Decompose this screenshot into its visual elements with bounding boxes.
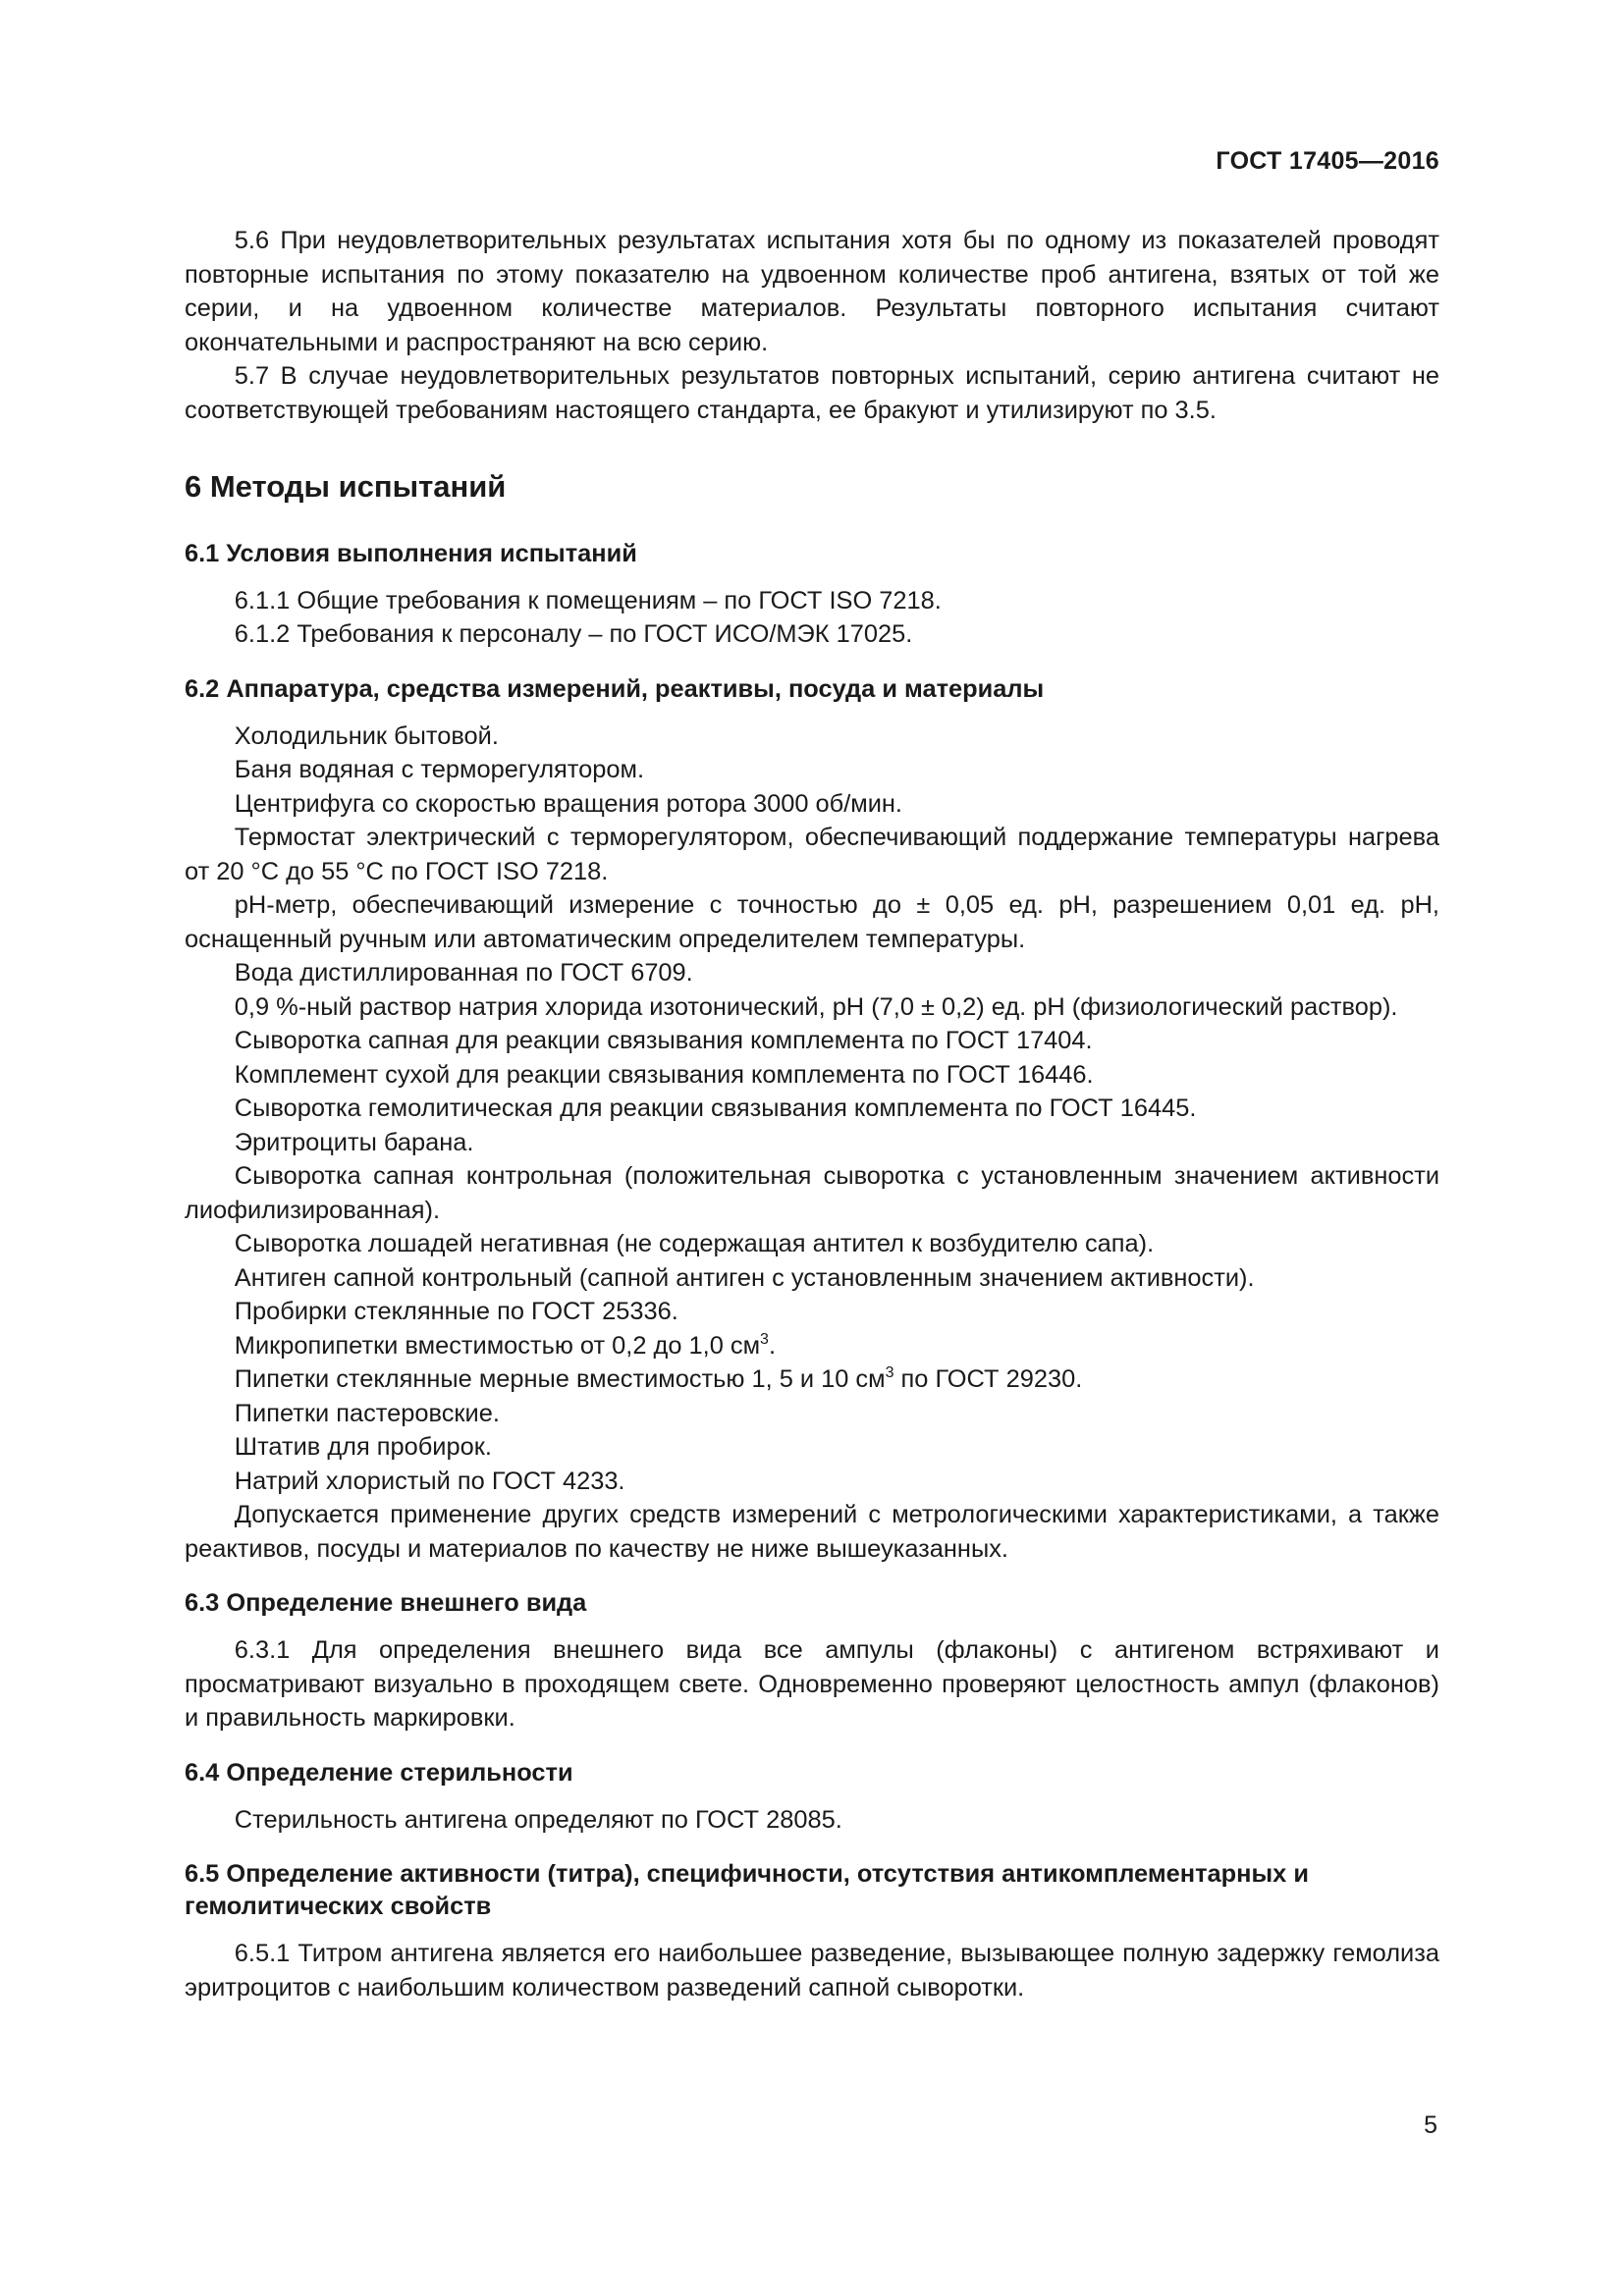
equipment-item: Натрий хлористый по ГОСТ 4233. [234, 1467, 625, 1495]
equipment-item: Эритроциты барана. [234, 1128, 474, 1156]
paragraph-6-1-2: 6.1.2 Требования к персоналу – по ГОСТ ИСО/МЭК 17025. [234, 620, 913, 648]
equipment-item: рН-метр, обеспечивающий измерение с точностью до ± 0,05 ед. рН, разрешением 0,01 ед. рН, оснащенный ручным или автоматическим определителем температуры. [185, 891, 1439, 953]
equipment-item: Холодильник бытовой. [234, 721, 499, 750]
paragraph-6-5-1: 6.5.1 Титром антигена является его наибольшее разведение, вызывающее полную задержку гемолиза эритроцитов с наибольшим количеством разведений сапной сыворотки. [185, 1940, 1439, 2002]
equipment-item: Центрифуга со скоростью вращения ротора 3000 об/мин. [234, 789, 902, 818]
page-number: 5 [1424, 2111, 1437, 2139]
equipment-item: Баня водяная с терморегулятором. [234, 756, 645, 783]
equipment-item: Комплемент сухой для реакции связывания комплемента по ГОСТ 16446. [234, 1060, 1094, 1089]
equipment-item: Вода дистиллированная по ГОСТ 6709. [234, 959, 693, 987]
paragraph-5-6: 5.6 При неудовлетворительных результатах испытания хотя бы по одному из показателей проводят повторные испытания по этому показателю на удвоенном количестве проб антигена, взятых от той же серии, и на удвоенном количестве материалов. Результаты повторного испытания считают окончательными и распространяют на всю серию. [185, 227, 1439, 356]
equipment-item: Антиген сапной контрольный (сапной антиген с установленным значением активности). [234, 1263, 1255, 1292]
equipment-list [185, 720, 1439, 1567]
equipment-item: Пробирки стеклянные по ГОСТ 25336. [234, 1298, 678, 1325]
paragraph-6-4: Стерильность антигена определяют по ГОСТ 28085. [234, 1805, 842, 1834]
section-6-4-heading: 6.4 Определение стерильности [185, 1758, 573, 1787]
equipment-item: Сыворотка гемолитическая для реакции связывания комплемента по ГОСТ 16445. [234, 1095, 1197, 1122]
section-6-3-heading: 6.3 Определение внешнего вида [185, 1589, 587, 1617]
equipment-item: Штатив для пробирок. [234, 1433, 492, 1461]
section-6-1-heading: 6.1 Условия выполнения испытаний [185, 539, 637, 567]
equipment-item-pipettes: Пипетки стеклянные мерные вместимостью 1, 5 и 10 $см^3$ по ГОСТ 29230. [234, 1364, 1083, 1393]
section-6-2-heading: 6.2 Аппаратура, средства измерений, реактивы, посуда и материалы [185, 674, 1045, 703]
equipment-item-micropipettes: Микропипетки вместимостью от 0,2 до 1,0 $см^3$. [234, 1330, 776, 1360]
document-body [185, 224, 1439, 2004]
equipment-item: Сыворотка лошадей негативная (не содержащая антител к возбудителю сапа). [234, 1230, 1155, 1257]
equipment-item: Сыворотка сапная для реакции связывания комплемента по ГОСТ 17404. [234, 1027, 1093, 1054]
equipment-item: 0,9 %-ный раствор натрия хлорида изотонический, рН (7,0 ± 0,2) ед. рН (физиологический раствор). [234, 992, 1398, 1021]
document-code: ГОСТ 17405—2016 [1216, 147, 1439, 175]
equipment-item: Пипетки пастеровские. [234, 1399, 500, 1427]
paragraph-6-1-1: 6.1.1 Общие требования к помещениям – по ГОСТ ISO 7218. [234, 586, 942, 614]
section-6-heading: 6 Методы испытаний [185, 469, 507, 504]
equipment-item: Термостат электрический с терморегулятором, обеспечивающий поддержание температуры нагрева от 20 °С до 55 °С по ГОСТ ISO 7218. [185, 824, 1439, 885]
section-6-5-heading: 6.5 Определение активности (титра), специфичности, отсутствия антикомплементарных и гемолитических свойств [185, 1860, 1309, 1920]
equipment-note: Допускается применение других средств измерений с метрологическими характеристиками, а также реактивов, посуды и материалов по качеству не ниже вышеуказанных. [185, 1501, 1439, 1563]
paragraph-6-3-1: 6.3.1 Для определения внешнего вида все ампулы (флаконы) с антигеном встряхивают и просматривают визуально в проходящем свете. Одновременно проверяют целостность ампул (флаконов) и правильность маркировки. [185, 1636, 1439, 1732]
paragraph-5-7: 5.7 В случае неудовлетворительных результатов повторных испытаний, серию антигена считают не соответствующей требованиям настоящего стандарта, ее бракуют и утилизируют по 3.5. [185, 362, 1439, 424]
equipment-item: Сыворотка сапная контрольная (положительная сыворотка с установленным значением активности лиофилизированная). [185, 1162, 1439, 1224]
